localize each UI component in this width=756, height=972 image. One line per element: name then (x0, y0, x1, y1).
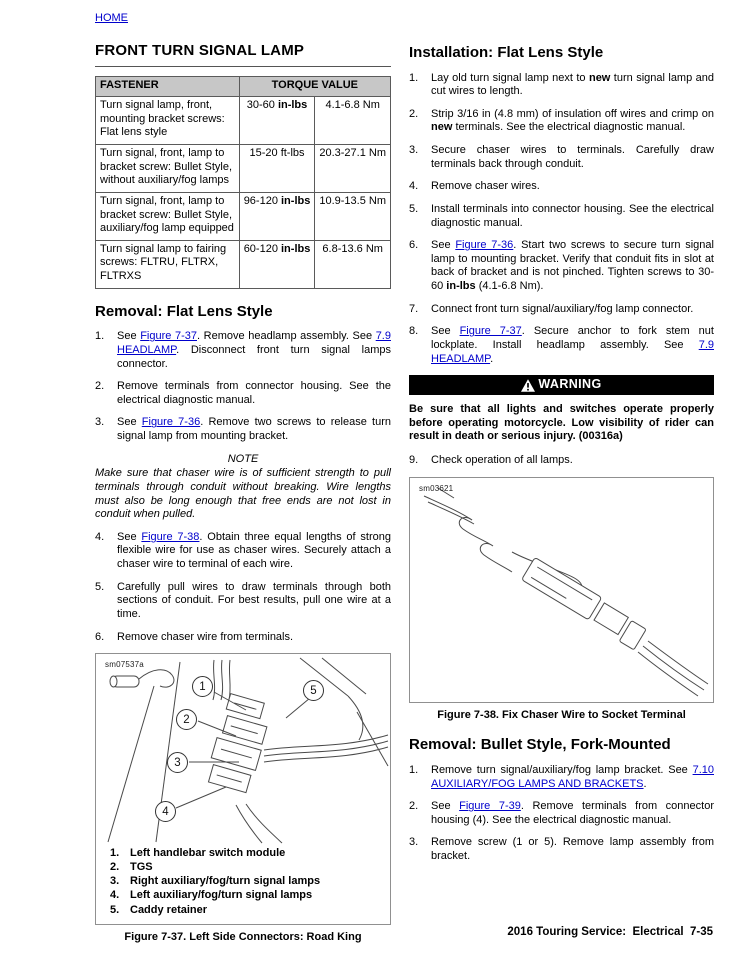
step-text: Remove chaser wires. (431, 180, 540, 193)
figure-7-38-caption: Figure 7-38. Fix Chaser Wire to Socket Terminal (437, 708, 686, 721)
warning-label: WARNING (538, 377, 602, 392)
procedure-step (409, 239, 714, 294)
cross-reference-link[interactable]: Figure 7-39 (459, 800, 521, 813)
warning-banner (409, 375, 714, 395)
section-title: FRONT TURN SIGNAL LAMP (95, 42, 391, 67)
step-text: See Figure 7-36. Start two screws to secure turn signal lamp to mounting bracket. Verify that conduit fits in slot at back of bracket and is not pinched. Tighten screws to 30-60 in-lbs (4.1-6.8 Nm). (431, 239, 714, 293)
figure-7-38-id-label: sm03621 (419, 483, 454, 493)
figure-callout-1: 1 (192, 676, 213, 697)
cross-reference-link[interactable]: 7.10 AUXILIARY/FOG LAMPS AND BRACKETS (431, 763, 714, 790)
procedure-step (409, 303, 714, 317)
table-row (96, 145, 391, 193)
figure-callout-3: 3 (167, 752, 188, 773)
torque-column-header: TORQUE VALUE (239, 76, 390, 97)
figure-callout-5: 5 (303, 680, 324, 701)
legend-item-number: 3. (110, 875, 120, 888)
cross-reference-link[interactable]: Figure 7-37 (140, 330, 197, 343)
step-text: Remove screw (1 or 5). Remove lamp assembly from bracket. (431, 836, 714, 863)
step-text: Strip 3/16 in (4.8 mm) of insulation off wires and crimp on new terminals. See the electrical diagnostic manual. (431, 107, 714, 134)
note-label: NOTE (227, 452, 259, 465)
torque-value-cell: 96-120 in-lbs (239, 192, 315, 240)
step-number: 3. (409, 144, 419, 157)
legend-item-label: Right auxiliary/fog/turn signal lamps (130, 875, 321, 888)
step-number: 8. (409, 325, 419, 338)
figure-7-37-box (95, 653, 391, 924)
installation-heading: Installation: Flat Lens Style (409, 44, 604, 61)
legend-item-label: Caddy retainer (130, 903, 208, 916)
step-text: See Figure 7-36. Remove two screws to release turn signal lamp from mounting bracket. (117, 416, 391, 443)
step-text: See Figure 7-37. Secure anchor to fork stem nut lockplate. Install headlamp assembly. See 7.9 HEADLAMP. (431, 325, 714, 365)
metric-value-cell: 20.3-27.1 Nm (315, 145, 391, 193)
procedure-step (409, 203, 714, 230)
torque-value-cell: 30-60 in-lbs (239, 97, 315, 145)
procedure-step (409, 72, 714, 99)
step-text: Secure chaser wires to terminals. Carefully draw terminals back through conduit. (431, 144, 714, 170)
procedure-step (409, 764, 714, 791)
bold-text: new (431, 121, 453, 134)
fastener-cell: Turn signal, front, lamp to bracket screw: Bullet Style, without auxiliary/fog lamps (96, 145, 240, 193)
figure-7-37-caption: Figure 7-37. Left Side Connectors: Road King (124, 930, 362, 943)
bold-text: in-lbs (281, 194, 311, 207)
cross-reference-link[interactable]: Figure 7-37 (459, 325, 522, 338)
procedure-step (95, 380, 391, 407)
step-number: 2. (409, 800, 419, 813)
legend-item (110, 903, 382, 917)
procedure-step (409, 108, 714, 135)
legend-item-number: 2. (110, 861, 120, 874)
torque-value-cell: 60-120 in-lbs (239, 240, 315, 288)
home-link[interactable]: HOME (95, 12, 128, 24)
page-footer: 2016 Touring Service: Electrical 7-35 (507, 925, 713, 938)
table-row (96, 97, 391, 145)
step-text: Remove turn signal/auxiliary/fog lamp bracket. See 7.10 AUXILIARY/FOG LAMPS AND BRACKETS. (431, 763, 714, 790)
bold-text: in-lbs (281, 242, 311, 255)
procedure-step (409, 800, 714, 827)
legend-item-number: 4. (110, 889, 120, 902)
legend-item-number: 1. (110, 847, 120, 860)
step-number: 6. (409, 239, 419, 252)
procedure-step (95, 581, 391, 622)
procedure-step (409, 144, 714, 171)
table-row (96, 240, 391, 288)
bold-text: new (588, 71, 611, 84)
fastener-cell: Turn signal lamp to fairing screws: FLTRU, FLTRX, FLTRXS (96, 240, 240, 288)
legend-item-number: 5. (110, 903, 120, 916)
step-number: 6. (95, 630, 105, 643)
procedure-step (409, 180, 714, 194)
step-number: 1. (409, 763, 419, 776)
removal-flat-heading: Removal: Flat Lens Style (95, 302, 273, 320)
left-column (95, 38, 391, 948)
legend-item-label: Left handlebar switch module (130, 847, 286, 860)
step-text: Remove terminals from connector housing. See the electrical diagnostic manual. (117, 380, 391, 406)
note-text: Make sure that chaser wire is of sufficient strength to pull terminals through conduit without breaking. Wire lengths must also be long enough that free ends are not lost in conduit when pulled. (95, 467, 391, 521)
step-text: Carefully pull wires to draw terminals through both sections of conduit. For best results, pull one wire at a time. (117, 580, 391, 620)
step-text: Lay old turn signal lamp next to new turn signal lamp and cut wires to length. (431, 71, 715, 98)
figure-7-37-id-label: sm07537a (105, 660, 144, 670)
figure-7-37-drawing (96, 654, 390, 844)
torque-table-header-row (96, 76, 391, 97)
step-number: 2. (409, 107, 419, 120)
metric-value-cell: 6.8-13.6 Nm (315, 240, 391, 288)
procedure-step (95, 330, 391, 371)
torque-table (95, 76, 391, 289)
figure-callout-2: 2 (176, 709, 197, 730)
fastener-cell: Turn signal, front, lamp to bracket screw: Bullet Style, auxiliary/fog lamp equipped (96, 192, 240, 240)
step-text: Remove chaser wire from terminals. (117, 630, 294, 643)
procedure-step (409, 836, 714, 863)
legend-item (110, 888, 382, 902)
step-number: 5. (409, 202, 419, 215)
step-number: 1. (409, 71, 419, 84)
torque-value-cell: 15-20 ft-lbs (239, 145, 315, 193)
legend-item-label: TGS (130, 861, 153, 874)
step-text: Check operation of all lamps. (431, 454, 573, 467)
procedure-step (409, 325, 714, 366)
step-number: 5. (95, 580, 105, 593)
cross-reference-link[interactable]: 7.9 HEADLAMP (431, 338, 714, 365)
step-number: 7. (409, 302, 419, 315)
legend-item (110, 874, 382, 888)
legend-item-label: Left auxiliary/fog/turn signal lamps (130, 889, 313, 902)
bold-text: in-lbs (446, 280, 476, 293)
step-number: 1. (95, 330, 105, 343)
figure-7-38-box (409, 477, 714, 703)
legend-item (110, 860, 382, 874)
procedure-step (95, 416, 391, 443)
metric-value-cell: 4.1-6.8 Nm (315, 97, 391, 145)
step-text: See Figure 7-39. Remove terminals from connector housing (4). See the electrical diagnostic manual. (431, 800, 714, 826)
procedure-step (95, 531, 391, 572)
step-text: See Figure 7-38. Obtain three equal lengths of strong flexible wire for use as chaser wires. Securely attach a chaser wire to terminal of each wire. (117, 530, 391, 571)
warning-triangle-icon (521, 379, 535, 392)
step-number: 2. (95, 380, 105, 393)
fastener-cell: Turn signal lamp, front, mounting bracket screws: Flat lens style (96, 97, 240, 145)
step-number: 9. (409, 454, 419, 467)
bold-text: in-lbs (277, 99, 308, 112)
fastener-column-header: FASTENER (96, 76, 240, 97)
step-text: Install terminals into connector housing. See the electrical diagnostic manual. (431, 202, 714, 229)
cross-reference-link[interactable]: Figure 7-36 (141, 416, 201, 429)
procedure-step (409, 454, 714, 468)
legend-item (110, 846, 382, 860)
figure-7-38-drawing (410, 478, 713, 702)
step-number: 4. (409, 180, 419, 193)
cross-reference-link[interactable]: Figure 7-38 (141, 530, 200, 543)
metric-value-cell: 10.9-13.5 Nm (315, 192, 391, 240)
cross-reference-link[interactable]: 7.9 HEADLAMP (117, 330, 391, 356)
figure-callout-4: 4 (155, 801, 176, 822)
table-row (96, 192, 391, 240)
removal-bullet-heading: Removal: Bullet Style, Fork-Mounted (409, 736, 671, 754)
step-text: Connect front turn signal/auxiliary/fog lamp connector. (431, 302, 694, 315)
cross-reference-link[interactable]: Figure 7-36 (455, 239, 514, 252)
step-number: 4. (95, 530, 105, 543)
warning-text: Be sure that all lights and switches operate properly before operating motorcycle. Low visibility of rider can result in death or serious injury. (00316a) (409, 403, 714, 443)
step-text: See Figure 7-37. Remove headlamp assembly. See 7.9 HEADLAMP. Disconnect front turn signal lamps connector. (117, 330, 391, 370)
step-number: 3. (95, 416, 105, 429)
procedure-step (95, 631, 391, 645)
step-number: 3. (409, 836, 419, 849)
right-column (409, 38, 714, 873)
